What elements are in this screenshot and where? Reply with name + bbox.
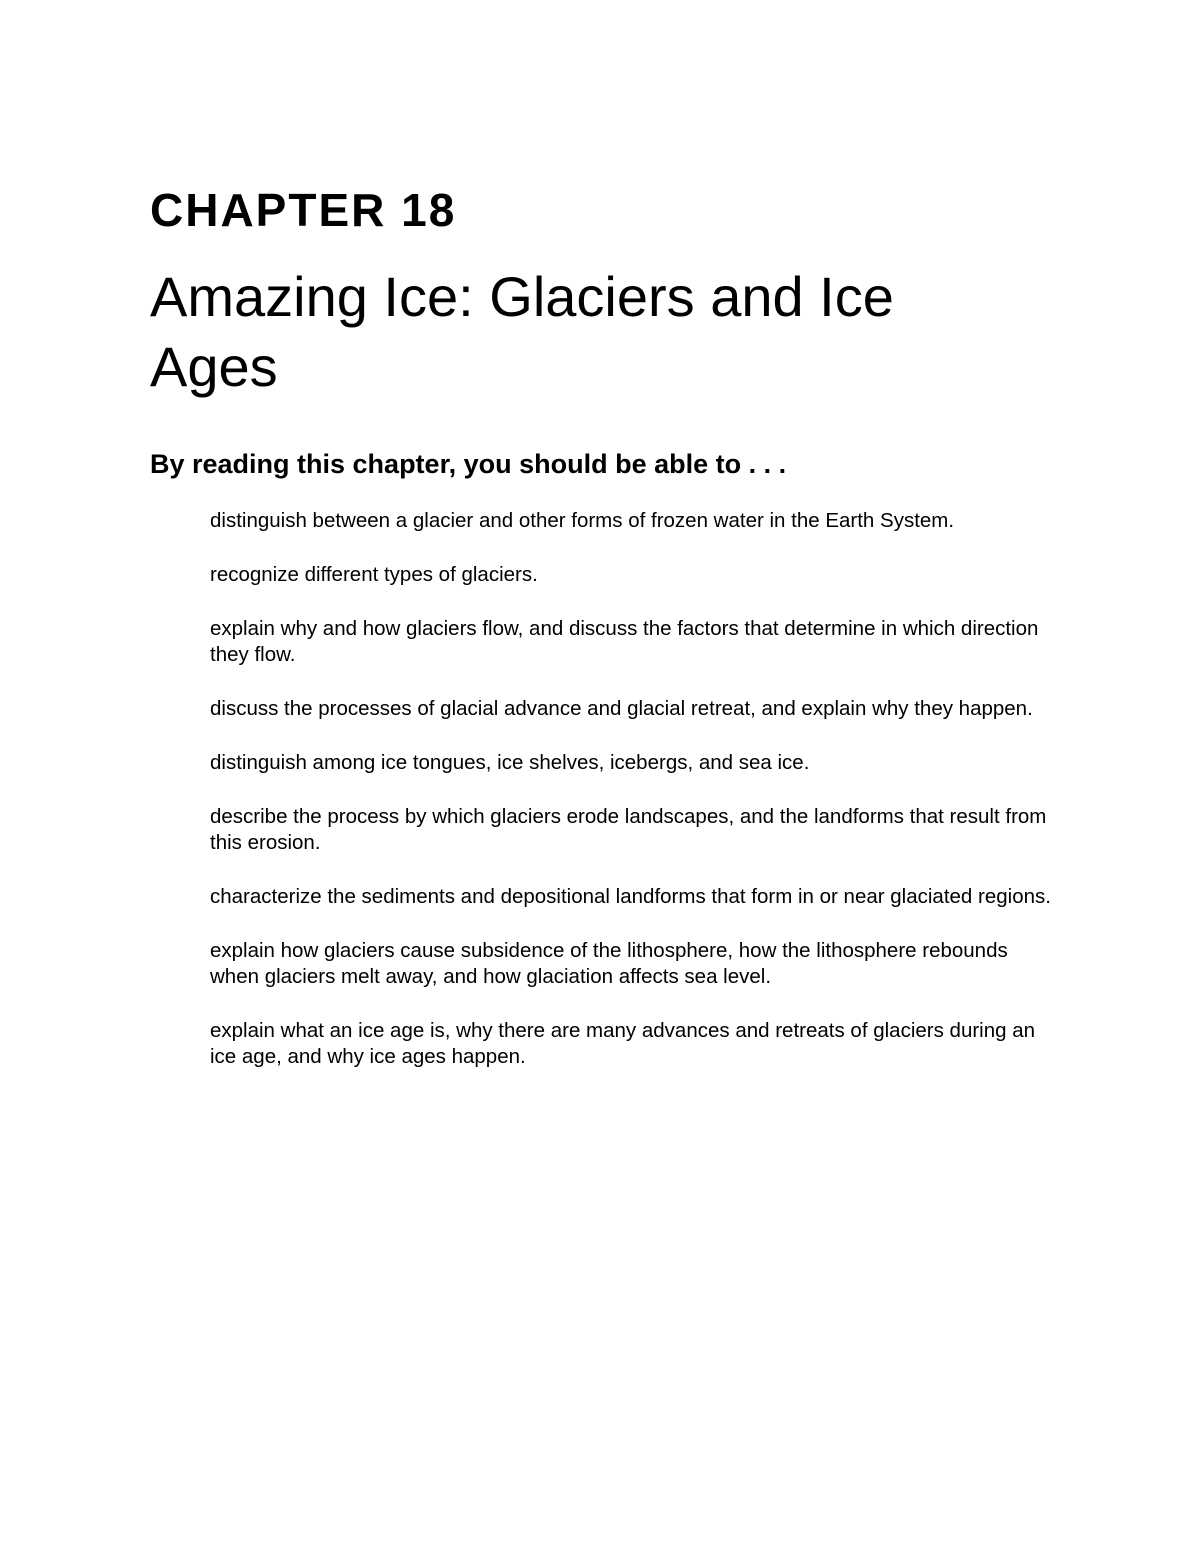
objective-item: recognize different types of glaciers.	[210, 563, 538, 586]
objective-item: explain what an ice age is, why there are many advances and retreats of glaciers during an ice age, and why ice ages happen.	[210, 1019, 1036, 1068]
objective-item: distinguish among ice tongues, ice shelves, icebergs, and sea ice.	[210, 751, 810, 774]
objectives-list	[210, 508, 1060, 1098]
objective-item: describe the process by which glaciers erode landscapes, and the landforms that result from this erosion.	[210, 805, 1047, 854]
chapter-label: CHAPTER 18	[150, 184, 457, 236]
objectives-heading: By reading this chapter, you should be able to . . .	[150, 449, 787, 479]
objective-item: explain why and how glaciers flow, and discuss the factors that determine in which direction they flow.	[210, 617, 1039, 666]
objective-item: explain how glaciers cause subsidence of the lithosphere, how the lithosphere rebounds when glaciers melt away, and how glaciation affects sea level.	[210, 939, 1008, 988]
objective-item: characterize the sediments and depositional landforms that form in or near glaciated regions.	[210, 885, 1051, 908]
objective-item: discuss the processes of glacial advance and glacial retreat, and explain why they happen.	[210, 697, 1033, 720]
chapter-title: Amazing Ice: Glaciers and Ice Ages	[150, 265, 894, 398]
objective-item: distinguish between a glacier and other forms of frozen water in the Earth System.	[210, 509, 955, 532]
